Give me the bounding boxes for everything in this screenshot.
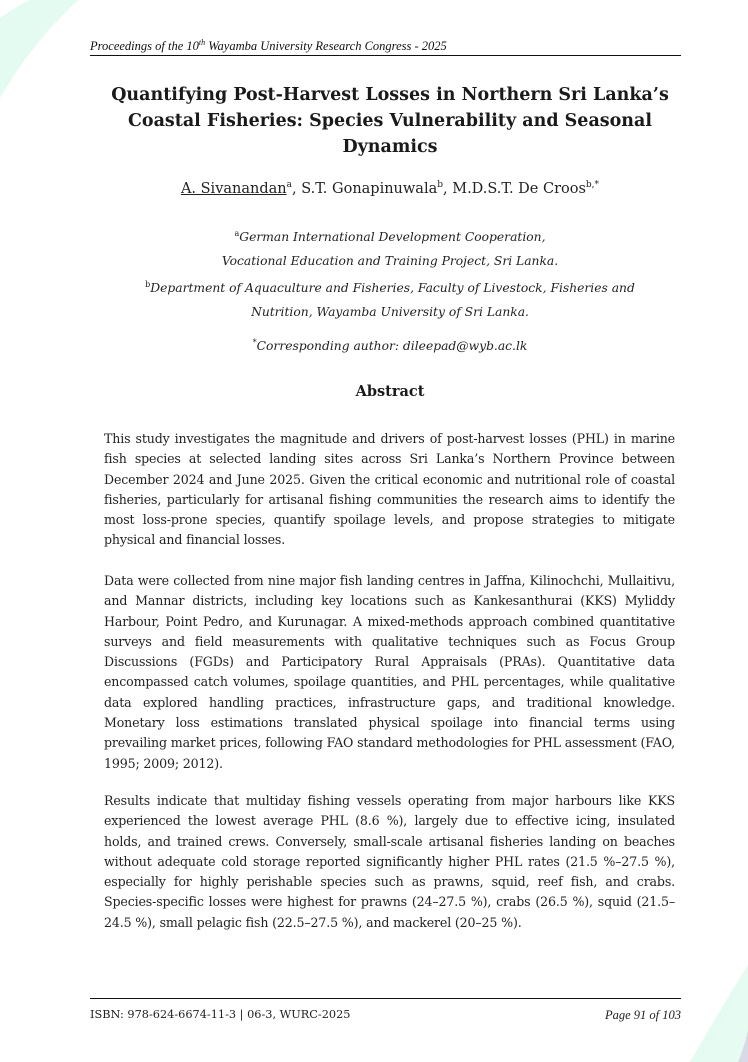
- affiliation-b: [95, 273, 685, 300]
- bottom-right-gray-corner: [738, 1030, 748, 1062]
- running-head-prefix: Proceedings of the 10: [90, 39, 199, 54]
- affiliation-text: Department of Aquaculture and Fisheries, Faculty of Livestock, Fisheries and: [150, 281, 635, 296]
- title-line-2: Coastal Fisheries: Species Vulnerability and Seasonal: [127, 111, 653, 131]
- author-name: A. Sivanandan: [180, 180, 287, 197]
- running-head-suffix: Wayamba University Research Congress - 2025: [205, 39, 447, 54]
- author-list: [95, 180, 685, 197]
- abstract-heading: Abstract: [355, 383, 425, 400]
- author-affiliation-mark: b: [437, 180, 443, 190]
- top-left-mint-swoosh: [0, 0, 78, 98]
- corresponding-author-text: Corresponding author: dileepad@wyb.ac.lk: [256, 339, 528, 354]
- abstract-paragraph: This study investigates the magnitude and drivers of post-harvest losses (PHL) in marine fish species at selected landing sites across Sri Lanka’s Northern Province between December 2024 and June 2025. Given the critical economic and nutritional role of coastal fisheries, particularly for artisanal fishing communities the research aims to identify the most loss-prone species, quantify spoilage levels, and propose strategies to mitigate physical and financial losses.: [104, 431, 675, 548]
- corresponding-mark: *: [252, 338, 257, 347]
- bottom-right-mint-swoosh: [690, 965, 748, 1062]
- affiliation-text: Nutrition, Wayamba University of Sri Lanka.: [251, 305, 529, 320]
- author-separator: ,: [292, 180, 302, 197]
- footer-page-number: Page 91 of 103: [604, 1008, 681, 1022]
- paper-title: [95, 82, 685, 160]
- footer-isbn: ISBN: 978-624-6674-11-3 | 06-3, WURC-2025: [90, 1008, 351, 1021]
- abstract-paragraph: Data were collected from nine major fish landing centres in Jaffna, Kilinochchi, Mullaitivu, and Mannar districts, including key locations such as Kankesanthurai (KKS) Myliddy Harbour, Point Pedro, and Kurunagar. A mixed-methods approach combined quantitative surveys and field measurements with qualitative techniques such as Focus Group Discussions (FGDs) and Participatory Rural Appraisals (PRAs). Quantitative data encompassed catch volumes, spoilage quantities, and PHL percentages, while qualitative data explored handling practices, infrastructure gaps, and traditional knowledge. Monetary loss estimations translated physical spoilage into financial terms using prevailing market prices, following FAO standard methodologies for PHL assessment (FAO, 1995; 2009; 2012).: [104, 573, 675, 771]
- affiliation-mark: b: [145, 280, 151, 290]
- affiliations: [95, 222, 685, 324]
- affiliation-text: Vocational Education and Training Project, Sri Lanka.: [221, 254, 559, 269]
- title-line-3: Dynamics: [342, 137, 438, 157]
- running-head-superscript: th: [198, 38, 206, 47]
- footer-rule: [90, 998, 681, 999]
- running-head: [90, 38, 681, 54]
- affiliation-a: [95, 222, 685, 249]
- author-affiliation-mark: a: [286, 180, 292, 190]
- author-separator: ,: [443, 180, 453, 197]
- corresponding-author: [95, 338, 685, 353]
- header-rule: [90, 55, 681, 56]
- abstract-paragraph: Results indicate that multiday fishing vessels operating from major harbours like KKS experienced the lowest average PHL (8.6 %), largely due to effective icing, insulated holds, and trained crews. Conversely, small-scale artisanal fisheries landing on beaches without adequate cold storage reported significantly higher PHL rates (21.5 %–27.5 %), especially for highly perishable species such as prawns, squid, reef fish, and crabs. Species-specific losses were highest for prawns (24–27.5 %), crabs (26.5 %), squid (21.5–24.5 %), small pelagic fish (22.5–27.5 %), and mackerel (20–25 %).: [104, 793, 675, 930]
- title-line-1: Quantifying Post-Harvest Losses in Northern Sri Lanka’s: [111, 85, 669, 105]
- affiliation-mark: a: [234, 229, 240, 238]
- author-name: M.D.S.T. De Croos: [452, 180, 586, 197]
- author-affiliation-mark: b,*: [585, 180, 600, 190]
- bottom-right-mint-band: [700, 968, 748, 1062]
- author-name: S.T. Gonapinuwala: [301, 180, 438, 197]
- affiliation-text: German International Development Cooperation,: [239, 230, 546, 245]
